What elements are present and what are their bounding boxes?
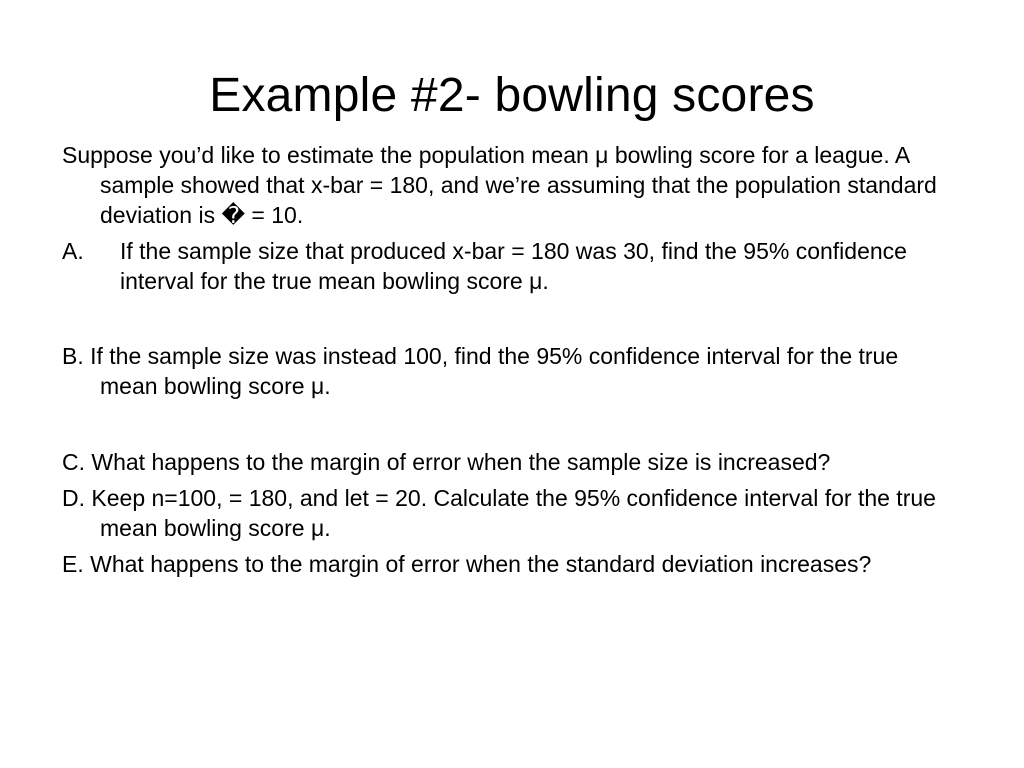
part-e: E. What happens to the margin of error when the standard deviation increases? (62, 551, 872, 577)
intro-paragraph: Suppose you’d like to estimate the population mean μ bowling score for a league. A sample showed that x-bar = 180, and we’re assuming that the population standard deviation is � = 10. (62, 142, 937, 228)
slide-title: Example #2- bowling scores (209, 69, 815, 122)
part-b: B. If the sample size was instead 100, find the 95% confidence interval for the true mean bowling score μ. (62, 343, 899, 399)
part-a-text: If the sample size that produced x-bar = 180 was 30, find the 95% confidence interval for the true mean bowling score μ. (120, 238, 907, 294)
part-c: C. What happens to the margin of error when the sample size is increased? (62, 449, 831, 475)
slide-body (62, 140, 962, 585)
part-d: D. Keep n=100, = 180, and let = 20. Calculate the 95% confidence interval for the true mean bowling score μ. (62, 485, 936, 541)
part-a-letter: A. (62, 238, 84, 264)
part-a (62, 236, 962, 296)
